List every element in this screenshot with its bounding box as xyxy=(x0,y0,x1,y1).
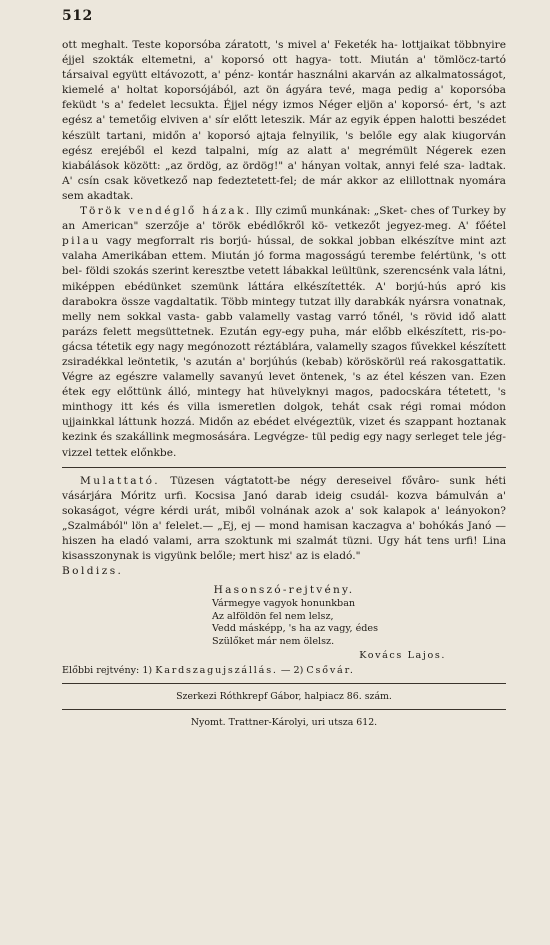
page-number: 512 xyxy=(62,8,93,24)
poem-line: Vármegye vagyok honunkban xyxy=(212,598,356,610)
poem-line: Vedd másképp, 's ha az vagy, édes xyxy=(212,623,378,635)
puzzle-title: Hasonszó-rejtvény. xyxy=(213,584,355,597)
printer-imprint: Nyomt. Trattner-Károlyi, uri utsza 612. xyxy=(190,716,378,728)
mulattato-section: Mulattató. Tüzesen vágtatott-be négy dereseivel fővâro- sunk héti vásárjára Móritz urfi. Kocsisa Janó darab ideig csudál- kozva bámulván a' sokaságot, végre kérdi urát, miből volnának azok a' sok kalapok a' leányokon? „Szalmából" lön a' felelet.— „Ej, ej — mond hamisan kaczagva a' bohókás Janó — hiszen ha eladó valami, arra szoktunk mi szalmát tüzni. Ugy hát tens urfi! Lina kisasszonynak is vigyünk belőle; mert hisz' az is eladó." xyxy=(62,474,507,563)
divider xyxy=(62,709,506,710)
puzzle-author: Kovács Lajos. xyxy=(359,649,446,661)
article-paragraph-2: Török vendéglő házak. Illy czimű munkának: „Sket- ches of Turkey by an American" szerzője a' török ebédlőkről kö- vetkezőt jegyez-meg. A' főétel pilau vagy megforralt ris borjú- hússal, de sokkal jobban elkészítve mint azt valaha Amerikában ettem. Miután jó forma magosságú terembe felértünk, 's ott bel- földi szokás szerint keresztbe vetett lábakkal leültünk, szerencsénk vala látni, miképpen ebédünket szemünk láttára elkészítették. A' borjú-hús apró kis darabokra össze vagdaltatik. Több mintegy tutzat illy darabkák nyársra vonatnak, melly nem sokkal vasta- gabb valamelly vastag varró tőnél, 's rövid idő alatt parázs felett megsüttetnek. Ezután egy-egy puha, már előbb elkészített, ris-po- gácsa tétetik egy nagy megónozott réztáblára, valamelly szagos fűvekkel készített zsiradékkal leöntetik, 's azután a' borjúhús (kebab) köröskörül reá rakosgattatik. Végre az egészre valamelly savanyú levet öntenek, 's az étel készen van. Ezen étek egy előttünk álló, mintegy hat hüvelyknyi magos, padocskára tétetett, 's minthogy itt kés és villa ismeretlen dolgok, tehát csak régi romai módon ujjainkkal láttunk hozzá. Midőn az ebédet elvégeztük, vizet és szappant hoztanak kezink és szakállink megmosására. Legvégze- tül pedig egy nagy serleget tele jég-vizzel tettek előnkbe. xyxy=(62,205,507,459)
article-paragraph-1: ott meghalt. Teste koporsóba záratott, 's mivel a' Feketék ha- lottjaikat többnyire éjjel szokták eltemetni, a' koporsó ott hagya- tott. Miután a' tömlöcz-tartó társaival együtt eltávozott, a' pénz- kontár használni akarván az alkalmatosságot, kiemelé a' holtat koporsójából, azt ön ágyára tevé, maga pedig a' koporsóba feküdt 's a' fedelet lecsukta. Éjjel négy izmos Néger eljön a' koporsó- ért, 's azt egész a' temetőig elviven a' sír előtt leteszik. Már az egyik éppen halotti beszédet készült tartani, midőn a' koporsó ajtaja felnyilik, 's belőle egy alak kiugorván egész erejéből el kezd talpalni, míg az alatt a' megrémült Négerek ezen kiabálások között: „az ördög, az ördög!" a' hányan voltak, annyi felé sza- ladtak. A' csín csak következő nap fedeztetett-fel; de már akkor az elillottnak nyomára sem akadtak. xyxy=(62,39,507,202)
poem-line: Az alföldön fel nem lelsz, xyxy=(212,610,334,622)
editor-imprint: Szerkezi Róthkrepf Gábor, halpiacz 86. szám. xyxy=(176,690,392,702)
mulattato-signature: Boldizs. xyxy=(62,565,124,578)
answer-2: Csővár. xyxy=(306,664,355,676)
divider xyxy=(62,683,506,684)
mulattato-heading: Mulattató. xyxy=(80,474,161,487)
previous-puzzle-answers: Előbbi rejtvény: 1) Kardszagujszállás. — 2) Csővár. xyxy=(62,664,355,676)
article xyxy=(62,38,506,579)
pilau-word: pilau xyxy=(62,235,101,248)
poem-line: Szülőket már nem ölelsz. xyxy=(212,636,335,648)
divider xyxy=(62,467,506,468)
section-heading-turkish-inns: Török vendéglő házak. xyxy=(80,205,252,218)
answer-1: Kardszagujszállás. xyxy=(155,664,278,676)
puzzle-poem xyxy=(212,598,506,648)
